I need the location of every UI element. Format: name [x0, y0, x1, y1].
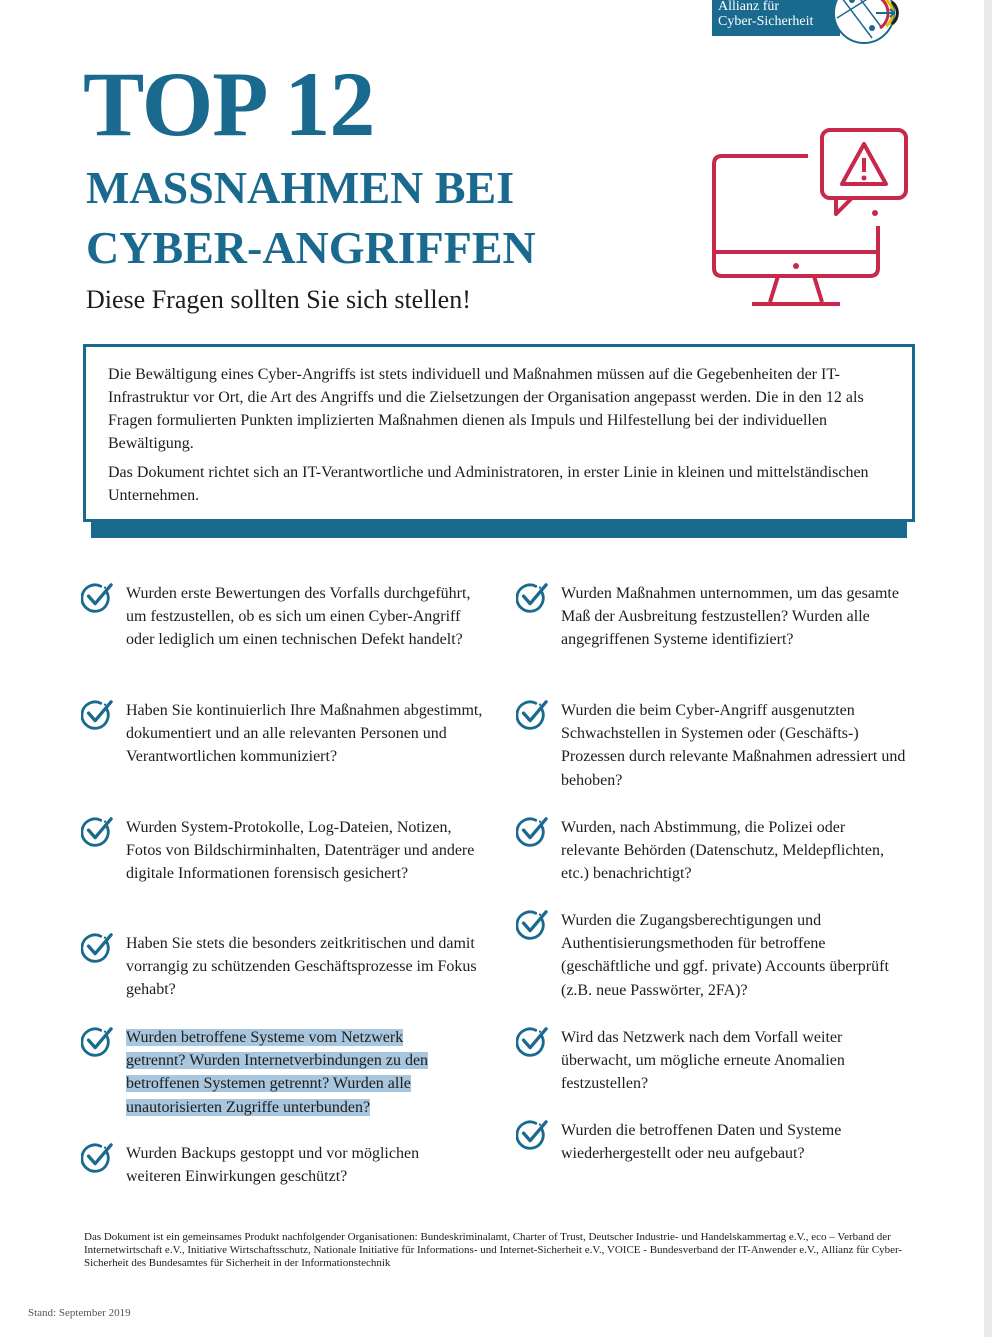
subtitle-line2: CYBER-ANGRIFFEN	[86, 222, 536, 273]
selected-text[interactable]: Wurden betroffene Systeme vom Netzwerk getrennt? Wurden Internetverbindungen zu den betroffenen Systemen getrennt? Wurden alle unautorisierten Zugriffe unterbunden?	[126, 1029, 429, 1116]
question-text: Wurden die Zugangsberechtigungen und Authentisierungsmethoden für betroffene (geschäftliche und ggf. private) Accounts überprüft (z.B. neue Passwörter, 2FA)?	[561, 912, 889, 999]
check-circle-icon	[81, 699, 113, 731]
question-4	[126, 932, 486, 1002]
footer-note: Das Dokument ist ein gemeinsames Produkt nachfolgender Organisationen: Bundeskriminalamt, Charter of Trust, Deutscher Industrie- und Handelskammertag e.V., eco – Verband der Internetwirtschaft e.V., Initiative Wirtschaftsschutz, Nationale Initiative für Informations- und Internet-Sicherheit e.V., VOICE - Bundesverband der IT-Anwender e.V., Allianz für Cyber-Sicherheit des Bundesamtes für Sicherheit in der Informationstechnik	[84, 1231, 903, 1269]
check-circle-icon	[516, 1119, 548, 1151]
question-9	[561, 816, 906, 886]
tagline: Diese Fragen sollten Sie sich stellen!	[86, 285, 471, 314]
question-12	[561, 1119, 906, 1165]
question-text-selected[interactable]	[126, 1026, 461, 1119]
intro-paragraph-1: Die Bewältigung eines Cyber-Angriffs ist stets individuell und Maßnahmen müssen auf die Gegebenheiten der IT-Infrastruktur vor Ort, die Art des Angriffs und die Zielsetzungen der Organisation angepasst werden. Die in den 12 als Fragen formulierten Punkten implizierten Maßnahmen dienen als Impuls und Hilfestellung bei der individuellen Bewältigung.	[108, 366, 864, 452]
question-8	[561, 699, 906, 792]
question-6	[126, 1142, 466, 1188]
question-7	[561, 582, 906, 652]
check-circle-icon	[81, 582, 113, 614]
check-circle-icon	[516, 582, 548, 614]
check-circle-icon	[81, 1026, 113, 1058]
check-circle-icon	[516, 1026, 548, 1058]
question-5[interactable]	[126, 1026, 461, 1119]
monitor-alert-icon	[712, 128, 912, 318]
logo	[712, 0, 906, 48]
logo-line1: Allianz für	[718, 0, 780, 14]
date-stamp: Stand: September 2019	[28, 1307, 131, 1319]
question-text: Wird das Netzwerk nach dem Vorfall weiter überwacht, um mögliche erneute Anomalien festzustellen?	[561, 1029, 845, 1093]
logo-box	[712, 0, 840, 36]
subtitle-line1: MASSNAHMEN BEI	[86, 162, 515, 213]
page-edge	[984, 0, 992, 1337]
question-2	[126, 699, 486, 769]
question-10	[561, 909, 906, 1002]
intro-box	[83, 344, 915, 522]
question-text: Haben Sie stets die besonders zeitkritischen und damit vorrangig zu schützenden Geschäftsprozesse im Fokus gehabt?	[126, 935, 477, 999]
question-text: Wurden die betroffenen Daten und Systeme wiederhergestellt oder neu aufgebaut?	[561, 1122, 842, 1163]
page-title: TOP 12	[83, 53, 375, 155]
question-text: Haben Sie kontinuierlich Ihre Maßnahmen abgestimmt, dokumentiert und an alle relevanten Personen und Verantwortlichen kommuniziert?	[126, 702, 483, 766]
globe-logo-icon	[832, 0, 906, 48]
question-11	[561, 1026, 906, 1096]
check-circle-icon	[81, 932, 113, 964]
question-text: Wurden System-Protokolle, Log-Dateien, Notizen, Fotos von Bildschirminhalten, Datenträger und andere digitale Informationen forensisch gesichert?	[126, 819, 475, 883]
check-circle-icon	[81, 1142, 113, 1174]
logo-line2: Cyber-Sicherheit	[718, 14, 814, 29]
question-text: Wurden die beim Cyber-Angriff ausgenutzten Schwachstellen in Systemen oder (Geschäfts-) Prozessen durch relevante Maßnahmen adressiert und behoben?	[561, 702, 906, 789]
check-circle-icon	[516, 816, 548, 848]
check-circle-icon	[81, 816, 113, 848]
question-1	[126, 582, 486, 652]
question-text: Wurden Maßnahmen unternommen, um das gesamte Maß der Ausbreitung festzustellen? Wurden alle angegriffenen Systeme identifiziert?	[561, 585, 899, 649]
check-circle-icon	[516, 909, 548, 941]
intro-paragraph-2: Das Dokument richtet sich an IT-Verantwortliche und Administratoren, in erster Linie in kleinen und mittelständischen Unternehmen.	[108, 464, 869, 504]
question-3	[126, 816, 486, 886]
page-subtitle	[86, 158, 536, 278]
question-text: Wurden Backups gestoppt und vor möglichen weiteren Einwirkungen geschützt?	[126, 1145, 420, 1186]
check-circle-icon	[516, 699, 548, 731]
question-text: Wurden erste Bewertungen des Vorfalls durchgeführt, um festzustellen, ob es sich um einen Cyber-Angriff oder lediglich um einen technischen Defekt handelt?	[126, 585, 471, 649]
logo-text	[718, 0, 813, 29]
question-text: Wurden, nach Abstimmung, die Polizei oder relevante Behörden (Datenschutz, Meldepflichten, etc.) benachrichtigt?	[561, 819, 884, 883]
